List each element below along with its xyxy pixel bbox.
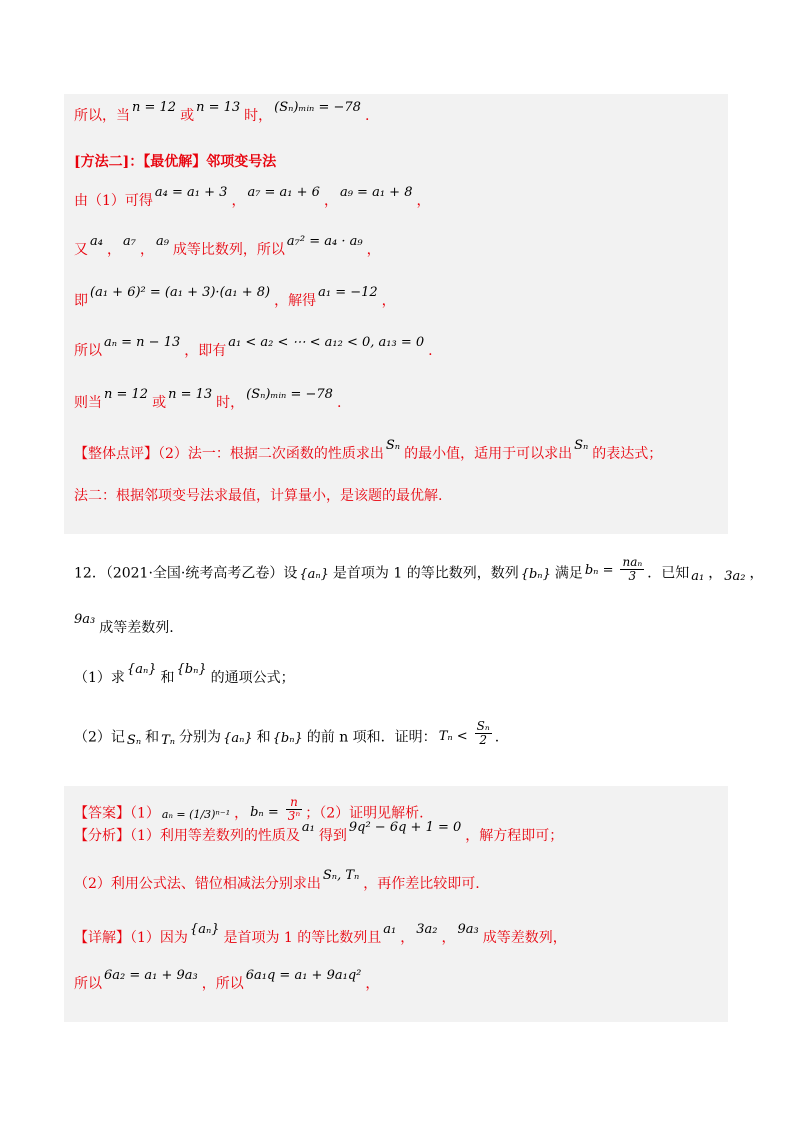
math: a₇² = a₄ · a₉ xyxy=(286,234,363,249)
math: n = 12 xyxy=(104,387,149,402)
math: Sₙ xyxy=(574,438,589,453)
math: a₉ xyxy=(155,234,169,249)
math: n = 12 xyxy=(132,100,177,115)
math: bₙ = xyxy=(250,804,279,820)
math: aₙ = (1/3)ⁿ⁻¹ xyxy=(161,807,231,821)
math: (a₁ + 6)² = (a₁ + 3)·(a₁ + 8) xyxy=(90,285,271,300)
math: a₁ xyxy=(383,922,397,937)
text: . xyxy=(494,729,500,746)
text: 成等差数列， xyxy=(482,930,567,946)
numerator: n xyxy=(286,796,303,810)
text: 满足 xyxy=(554,565,583,582)
math: a₁ = −12 xyxy=(318,285,378,300)
text: 时， xyxy=(244,108,273,124)
top-line-5 xyxy=(74,285,396,312)
math: {bₙ} xyxy=(176,662,207,677)
text: ．已知 xyxy=(647,565,690,582)
math: Sₙ xyxy=(126,732,142,748)
text: ， xyxy=(749,565,764,582)
math: Sₙ, Tₙ xyxy=(322,868,360,883)
text: ， xyxy=(139,242,154,258)
analysis-line-1 xyxy=(74,820,564,847)
text: 【分析】（1）利用等差数列的性质及 xyxy=(74,828,300,844)
text: 时， xyxy=(216,395,245,411)
math: bₙ = xyxy=(584,562,614,578)
math: 6a₁q = a₁ + 9a₁q² xyxy=(245,968,362,983)
text: ， xyxy=(381,293,396,309)
text: ， xyxy=(234,805,249,822)
math: 6a₂ = a₁ + 9a₃ xyxy=(104,968,198,983)
text: 所以，当 xyxy=(74,108,130,124)
text: 的通项公式； xyxy=(210,670,295,686)
text: . xyxy=(364,108,370,124)
text: ，即有 xyxy=(184,343,227,359)
math: Tₙ < xyxy=(438,728,468,744)
text: （1）求 xyxy=(74,670,125,686)
text: 又 xyxy=(74,242,88,258)
text: 和 xyxy=(256,729,271,746)
math: a₇ = a₁ + 6 xyxy=(247,185,320,200)
analysis-line-2 xyxy=(74,868,480,895)
text: ，所以 xyxy=(201,976,244,992)
math: (Sₙ)ₘᵢₙ = −78 xyxy=(246,387,333,402)
denominator: 3ⁿ xyxy=(287,809,301,823)
text: ，解方程即可； xyxy=(465,828,564,844)
math: 9a₃ xyxy=(74,612,96,627)
math: a₁ xyxy=(301,820,315,835)
text: ， xyxy=(323,193,338,209)
overall-comment xyxy=(74,438,663,465)
text: 的表达式； xyxy=(592,446,663,462)
text: 则当 xyxy=(74,395,102,411)
math: {aₙ} xyxy=(126,662,157,677)
text: . xyxy=(428,343,433,359)
top-line-4 xyxy=(74,234,381,261)
math: 9q² − 6q + 1 = 0 xyxy=(348,820,462,835)
math: 3a₂ xyxy=(724,568,746,584)
math: (Sₙ)ₘᵢₙ = −78 xyxy=(274,100,361,115)
math: {bₙ} xyxy=(520,566,551,582)
text: 所以 xyxy=(74,343,102,359)
text: [方法二]：【最优解】邻项变号法 xyxy=(74,154,277,170)
text: ， xyxy=(400,930,415,946)
text: 是首项为 1 的等比数列且 xyxy=(223,930,382,946)
math: Sₙ xyxy=(385,438,401,453)
numerator: Sₙ xyxy=(476,719,490,733)
math: a₉ = a₁ + 8 xyxy=(339,185,413,200)
math: a₇ xyxy=(122,234,136,249)
text: （2）利用公式法、错位相减法分别求出 xyxy=(74,876,321,892)
text: . xyxy=(336,395,342,411)
text: 【整体点评】（2）法一：根据二次函数的性质求出 xyxy=(74,446,384,462)
text: 的最小值，适用于可以求出 xyxy=(404,446,573,462)
text: 是首项为 1 的等比数列，数列 xyxy=(332,565,519,582)
math: n = 13 xyxy=(196,100,241,115)
math: 9a₃ xyxy=(457,922,479,937)
text: 由（1）可得 xyxy=(74,193,153,209)
text: 或 xyxy=(152,395,167,411)
math: {bₙ} xyxy=(272,730,303,746)
text: 即 xyxy=(74,293,88,309)
math: a₁ xyxy=(691,568,705,584)
top-line-7 xyxy=(74,387,342,414)
detail-line-2 xyxy=(74,968,380,995)
top-line-6 xyxy=(74,335,433,362)
text: 12．（2021·全国·统考高考乙卷）设 xyxy=(74,565,298,582)
problem-12-line-2 xyxy=(74,612,174,639)
text: 【详解】（1）因为 xyxy=(74,930,188,946)
text: 分别为 xyxy=(179,729,222,746)
detail-line-1 xyxy=(74,922,567,949)
text: （2）记 xyxy=(74,729,125,746)
text: 或 xyxy=(180,108,195,124)
math: aₙ = n − 13 xyxy=(104,335,181,350)
fraction xyxy=(475,720,492,747)
text: ， xyxy=(365,976,380,992)
fraction xyxy=(286,796,303,823)
text: ，再作差比较即可. xyxy=(363,876,480,892)
text: ， xyxy=(416,193,431,209)
method-two-heading xyxy=(74,152,276,172)
text: 成等比数列，所以 xyxy=(172,242,285,258)
text: ， xyxy=(708,565,723,582)
text: ， xyxy=(106,242,121,258)
top-line-3 xyxy=(74,185,431,212)
text: ， xyxy=(441,930,456,946)
math: a₁ < a₂ < ⋯ < a₁₂ < 0, a₁₃ = 0 xyxy=(228,335,425,350)
denominator: 2 xyxy=(479,733,488,747)
text: 得到 xyxy=(318,828,347,844)
text: 【答案】（1） xyxy=(74,805,160,822)
text: ，解得 xyxy=(274,293,317,309)
text: 成等差数列. xyxy=(99,620,174,636)
math: 3a₂ xyxy=(416,922,438,937)
math: a₄ xyxy=(90,234,103,249)
math: {aₙ} xyxy=(189,922,220,937)
numerator: naₙ xyxy=(622,555,643,569)
text: 和 xyxy=(160,670,175,686)
problem-12-part-1 xyxy=(74,662,295,689)
problem-12-part-2 xyxy=(74,719,500,751)
math: a₄ = a₁ + 3 xyxy=(154,185,228,200)
math: {aₙ} xyxy=(299,566,329,582)
text: ；（2）证明见解析. xyxy=(305,805,424,822)
denominator: 3 xyxy=(628,569,637,583)
fraction xyxy=(620,556,644,583)
text: 和 xyxy=(145,729,160,746)
text: ， xyxy=(366,242,381,258)
math: {aₙ} xyxy=(223,730,253,746)
problem-12-line-1 xyxy=(74,555,764,587)
math: Tₙ xyxy=(161,732,176,748)
text: ， xyxy=(231,193,246,209)
top-line-1 xyxy=(74,100,370,127)
method-two-comment xyxy=(74,486,442,506)
text: 所以 xyxy=(74,976,102,992)
math: n = 13 xyxy=(168,387,213,402)
text: 的前 n 项和．证明： xyxy=(306,729,437,746)
text: 法二：根据邻项变号法求最值，计算量小，是该题的最优解. xyxy=(74,488,443,504)
